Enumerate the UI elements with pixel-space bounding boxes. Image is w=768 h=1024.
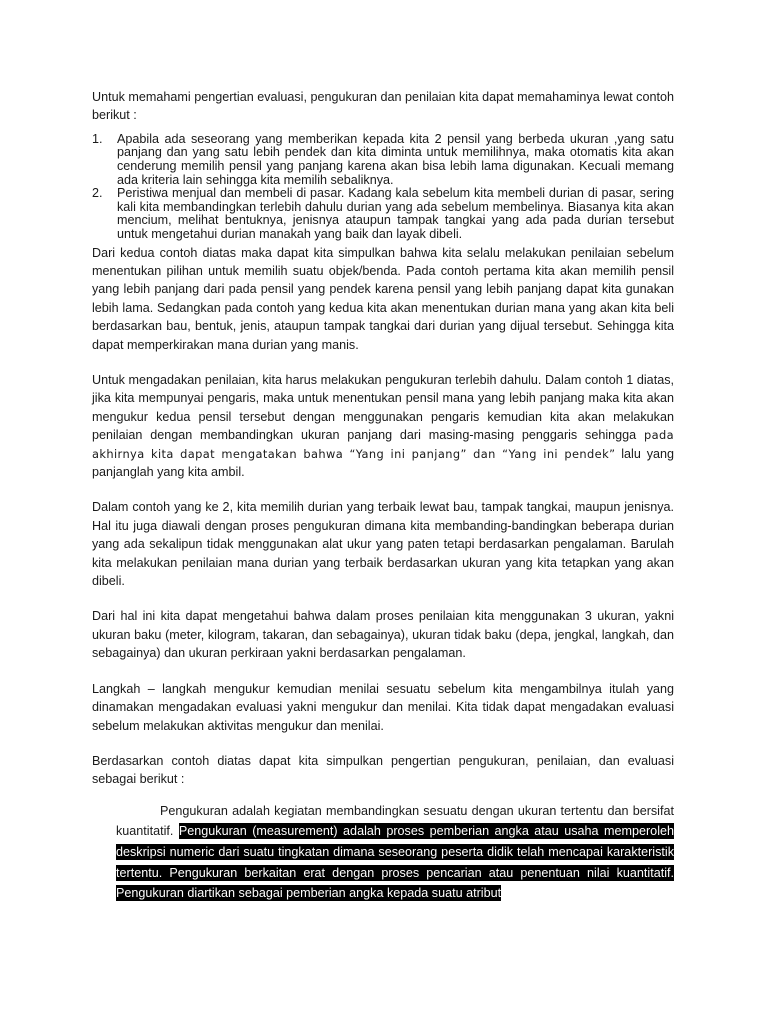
conclusion-paragraph: Dari kedua contoh diatas maka dapat kita simpulkan bahwa kita selalu melakukan penilaian sebelum menentukan pilihan untuk memilih suatu objek/benda. Pada contoh pertama kita akan memilih pensil yang lebih panjang dari pada pensil yang pendek karena pensil yang lebih panjang dapat kita gunakan lebih lama. Sedangkan pada contoh yang kedua kita akan menentukan durian mana yang akan kita beli berdasarkan bau, bentuk, jenis, ataupun tampak tangkai dari durian yang dijual tersebut. Sehingga kita dapat memperkirakan mana durian yang manis. <box>92 245 674 352</box>
measurement-text-start: Untuk mengadakan penilaian, kita harus melakukan pengukuran terlebih dahulu. Dalam contoh 1 diatas, jika kita mempunyai pengaris, maka untuk menentukan pensil mana yang lebih panjang maka kita akan mengukur kedua pensil tersebut dengan menggunakan pengaris kemudian kita akan melakukan penilaian dengan membandingkan ukuran panjang dari masing-masing penggaris sehingga <box>92 373 674 443</box>
measurement-text-end: lalu yang panjanglah yang kita ambil. <box>92 446 674 480</box>
measurement-quote-text: pada akhirnya kita dapat mengatakan bahwa “Yang ini panjang” dan “Yang ini pendek” <box>92 428 674 461</box>
list-item-number: 2. <box>92 186 103 201</box>
list-item-number: 1. <box>92 131 103 146</box>
units-paragraph: Dari hal ini kita dapat mengetahui bahwa dalam proses penilaian kita menggunakan 3 ukuran, yakni ukuran baku (meter, kilogram, takaran, dan sebagainya), ukuran tidak baku (depa, jengkal, langkah, dan sebagainya) dan ukuran perkiraan yakni berdasarkan pengalaman. <box>92 609 674 661</box>
measurement-paragraph <box>92 371 674 481</box>
examples-list <box>92 133 674 242</box>
intro-paragraph: Untuk memahami pengertian evaluasi, pengukuran dan penilaian kita dapat memahaminya lewat contoh berikut : <box>92 90 674 123</box>
steps-paragraph: Langkah – langkah mengukur kemudian menilai sesuatu sebelum kita mengambilnya itulah yang dinamakan mengadakan evaluasi yakni mengukur dan menilai. Kita tidak dapat mengadakan evaluasi sebelum melakukan aktivitas mengukur dan menilai. <box>92 681 674 733</box>
definition-paragraph <box>116 801 674 904</box>
definition-highlighted-text: Pengukuran (measurement) adalah proses pemberian angka atau usaha memperoleh deskripsi numeric dari suatu tingkatan dimana seseorang peserta didik telah mencapai karakteristik tertentu. Pengukuran berkaitan erat dengan proses pencarian atau penentuan nilai kuantitatif. Pengukuran diartikan sebagai pemberian angka kepada suatu atribut <box>116 824 674 901</box>
summary-intro-paragraph: Berdasarkan contoh diatas dapat kita simpulkan pengertian pengukuran, penilaian, dan evaluasi sebagai berikut : <box>92 753 674 787</box>
durian-paragraph: Dalam contoh yang ke 2, kita memilih durian yang terbaik lewat bau, tampak tangkai, maupun jenisnya. Hal itu juga diawali dengan proses pengukuran dimana kita membanding-bandingkan beberapa durian yang ada sekalipun tidak menggunakan alat ukur yang paten tetapi berdasarkan pengalaman. Barulah kita melakukan penilaian mana durian yang terbaik berdasarkan ukuran yang kita tetapkan yang akan dibeli. <box>92 500 674 589</box>
list-item-text: Apabila ada seseorang yang memberikan kepada kita 2 pensil yang berbeda ukuran ,yang satu panjang dan yang satu lebih pendek dan kita diminta untuk memilihnya, maka otomatis kita akan cenderung memilih pensil yang panjang karena akan bisa lebih lama digunakan. Kecuali memang ada kriteria lain sehingga kita memilih sebaliknya. <box>117 131 674 187</box>
list-item <box>92 187 674 241</box>
document-page <box>92 88 674 904</box>
list-item-text: Peristiwa menjual dan membeli di pasar. Kadang kala sebelum kita membeli durian di pasar, sering kali kita membandingkan terlebih dahulu durian yang ada sebelum membelinya. Biasanya kita akan mencium, melihat bentuknya, jenisnya ataupun tampak tangkai yang ada pada durian tersebut untuk mengetahui durian manakah yang baik dan layak dibeli. <box>117 186 674 241</box>
definition-plain-text: Pengukuran adalah kegiatan membandingkan sesuatu dengan ukuran tertentu dan bersifat kuantitatif. <box>116 803 674 839</box>
list-item <box>92 133 674 187</box>
